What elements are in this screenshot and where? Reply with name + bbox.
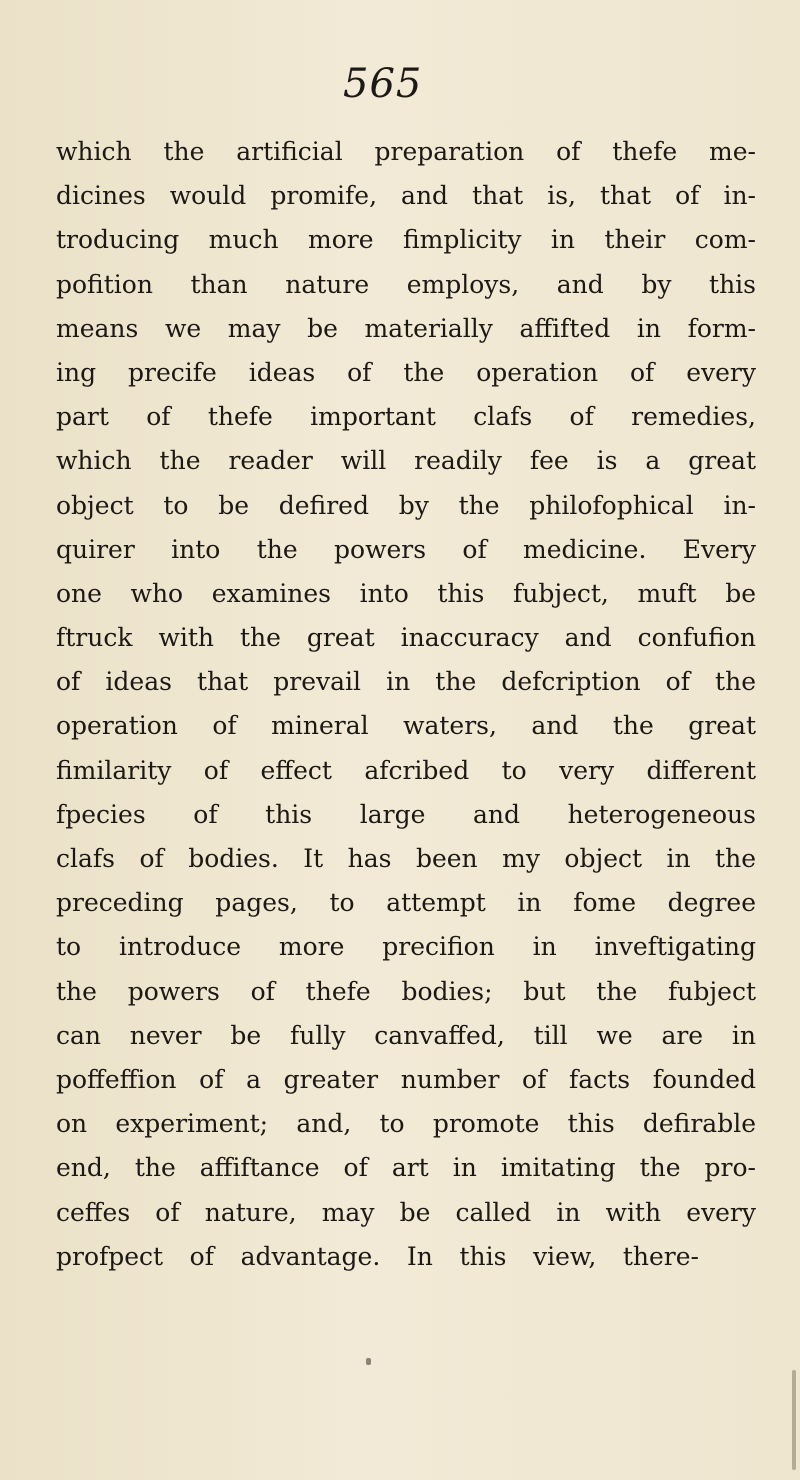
text-line: dicines would promife, and that is, that of in- <box>56 181 756 211</box>
text-line: ing precife ideas of the operation of every <box>56 357 756 387</box>
text-line: preceding pages, to attempt in fome degree <box>56 888 756 918</box>
text-line: ceffes of nature, may be called in with every <box>56 1197 756 1227</box>
text-line: pofition than nature employs, and by this <box>56 269 756 299</box>
text-line: ftruck with the great inaccuracy and confufion <box>56 623 756 653</box>
text-line: fpecies of this large and heterogeneous <box>56 799 756 829</box>
text-line: troducing much more fimplicity in their com- <box>56 225 756 255</box>
text-line: operation of mineral waters, and the great <box>56 711 756 741</box>
text-line: one who examines into this fubject, muft be <box>56 578 756 608</box>
text-line: fimilarity of effect afcribed to very different <box>56 755 756 785</box>
page-number: 565 <box>343 61 423 107</box>
text-line: can never be fully canvaffed, till we are in <box>56 1020 756 1050</box>
text-line: profpect of advantage. In this view, there- <box>56 1241 699 1271</box>
text-line: which the reader will readily fee is a great <box>56 446 756 476</box>
text-line: which the artificial preparation of thefe me- <box>56 137 756 166</box>
text-line: to introduce more precifion in inveftigating <box>56 932 756 962</box>
text-line: object to be defired by the philofophical in- <box>56 490 756 520</box>
text-line: clafs of bodies. It has been my object in the <box>56 844 756 873</box>
text-line: means we may be materially affifted in form- <box>56 313 756 343</box>
text-line: end, the affiftance of art in imitating the pro- <box>56 1153 756 1183</box>
body-text <box>56 130 756 1279</box>
text-line: the powers of thefe bodies; but the fubject <box>56 976 756 1006</box>
text-line: poffeffion of a greater number of facts founded <box>56 1064 756 1094</box>
ink-speck <box>366 1358 371 1365</box>
text-line: quirer into the powers of medicine. Every <box>56 534 756 564</box>
text-line: on experiment; and, to promote this defirable <box>56 1109 756 1139</box>
text-line: of ideas that prevail in the defcription of the <box>56 667 756 697</box>
page-edge-mark <box>792 1370 796 1470</box>
text-line: part of thefe important clafs of remedies, <box>56 402 756 432</box>
